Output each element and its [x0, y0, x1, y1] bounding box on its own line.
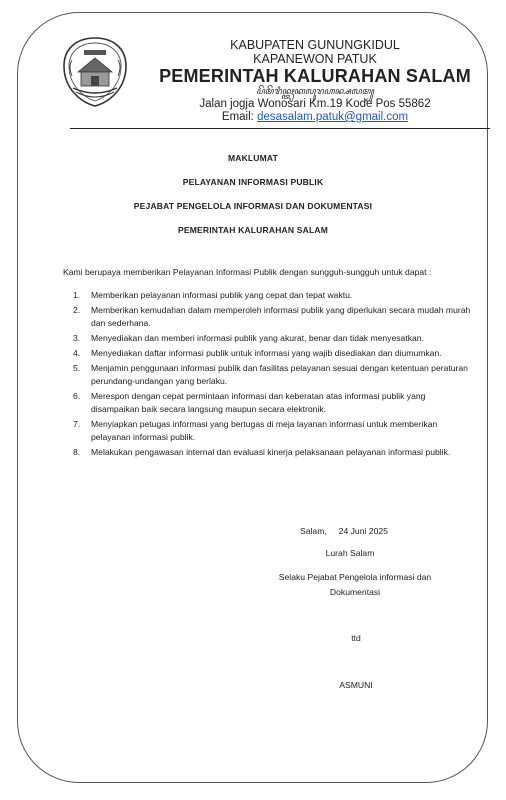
list-number: 8. [73, 447, 81, 457]
list-item [73, 446, 473, 459]
list-item [73, 418, 473, 444]
signature-role-line2: Dokumentasi [329, 587, 381, 597]
list-number: 1. [73, 290, 81, 300]
list-item [73, 362, 473, 388]
signature-role-line1: Selaku Pejabat Pengelola informasi dan [278, 572, 432, 582]
list-text: Melakukan pengawasan internal dan evaluasi kinerja pelaksanaan pelayanan informasi publik. [91, 447, 451, 457]
regency-emblem-icon [60, 36, 130, 108]
list-text: Memberikan pelayanan informasi publik yang cepat dan tepat waktu. [91, 290, 353, 300]
list-text: Menyediakan daftar informasi publik untuk informasi yang wajib disediakan dan diumumkan. [91, 348, 442, 358]
title-maklumat: MAKLUMAT [227, 153, 279, 163]
list-text: Menjamin penggunaan informasi publik dan fasilitas pelayanan sesuai dengan ketentuan peraturan perundang-undangan yang berlaku. [91, 363, 468, 386]
letterhead-district: KAPANEWON PATUK [253, 52, 377, 66]
list-item [73, 304, 473, 330]
list-number: 4. [73, 348, 81, 358]
list-number: 7. [73, 419, 81, 429]
email-link[interactable]: desasalam.patuk@gmail.com [257, 111, 409, 123]
list-text: Memberikan kemudahan dalam memperoleh informasi publik yang diperlukan secara mudah murah dan sederhana. [91, 305, 471, 328]
letterhead-divider [70, 128, 490, 129]
letterhead-government: PEMERINTAH KALURAHAN SALAM [159, 66, 471, 86]
commitment-list [73, 289, 473, 461]
letterhead-javanese-script: ꦥꦼꦩꦼꦫꦶꦤ꧀ꦠꦃꦏꦭꦸꦫꦲꦤ꧀ꦱꦭꦩ꧀ [256, 87, 374, 97]
signatory-name: ASMUNI [339, 680, 373, 690]
letterhead-email-line [140, 111, 490, 124]
title-government: PEMERINTAH KALURAHAN SALAM [177, 225, 328, 235]
list-number: 5. [73, 363, 81, 373]
list-number: 2. [73, 305, 81, 315]
title-service: PELAYANAN INFORMASI PUBLIK [182, 177, 324, 187]
list-item [73, 332, 473, 345]
list-number: 6. [73, 391, 81, 401]
list-item [73, 390, 473, 416]
signature-ttd: ttd [351, 633, 361, 643]
letterhead-address: Jalan jogja Wonosari Km.19 Kode Pos 55862 [199, 98, 431, 110]
email-label: Email: [221, 111, 254, 123]
title-official: PEJABAT PENGELOLA INFORMASI DAN DOKUMENTASI [133, 201, 373, 211]
list-item [73, 347, 473, 360]
list-item [73, 289, 473, 302]
list-text: Menyiapkan petugas informasi yang bertugas di meja layanan informasi untuk memberikan pelayanan informasi publik. [91, 419, 438, 442]
letterhead [140, 38, 490, 124]
letterhead-regency: KABUPATEN GUNUNGKIDUL [230, 38, 400, 52]
intro-text: Kami berupaya memberikan Pelayanan Informasi Publik dengan sungguh-sungguh untuk dapat : [63, 267, 432, 277]
signature-position: Lurah Salam [325, 548, 375, 558]
list-text: Merespon dengan cepat permintaan informasi dan keberatan atas informasi publik yang disampaikan baik secara langsung maupun secara elektronik. [91, 391, 426, 414]
list-text: Menyediakan dan memberi informasi publik yang akurat, benar dan tidak menyesatkan. [91, 333, 424, 343]
list-number: 3. [73, 333, 81, 343]
signature-place-date: Salam, 24 Juni 2025 [300, 526, 388, 536]
